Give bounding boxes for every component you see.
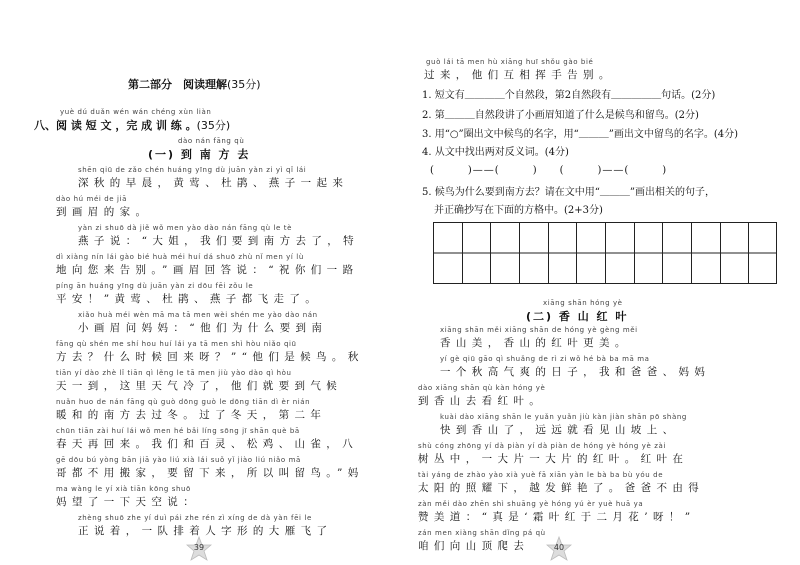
line-pinyin: tiān yí dào zhè lǐ tiān qì lěng le tā men jiù yào dào qì hòu xyxy=(56,369,292,377)
line-text: 树丛中，一大片一大片的红叶。红叶在 xyxy=(418,453,689,465)
line-pinyin: yí gè qiū gāo qì shuǎng de rì zi wǒ hé bà ba mā ma xyxy=(440,355,650,363)
line-pinyin: yàn zi shuō dà jiě wǒ men yào dào nán fāng qù le tè xyxy=(78,224,293,232)
line-text: 小画眉问妈妈：“他们为什么要到南 xyxy=(78,322,328,334)
line-pinyin: nuǎn huo de nán fāng qù guò dōng guò le dōng tiān dì èr nián xyxy=(56,398,311,406)
question-5b: 并正确抄写在下面的方格中。(2+3分) xyxy=(434,205,603,216)
line-text: 方去？什么时候回来呀？”“他们是候鸟。秋 xyxy=(56,351,364,363)
question-1: 1. 短文有＿＿＿＿个自然段，第2自然段有＿＿＿＿＿句话。(2分) xyxy=(422,90,716,101)
line-pinyin: kuài dào xiāng shān le yuǎn yuǎn jiù kàn jiàn shān pō shàng xyxy=(440,413,687,421)
line-text: 哥都不用搬家，要留下来，所以叫留鸟。”妈 xyxy=(56,467,364,479)
right-page xyxy=(400,0,800,565)
line-text: 暖和的南方去过冬。过了冬天，第二年 xyxy=(56,409,327,421)
cont-text: 过来，他们互相挥手告别。 xyxy=(424,69,615,81)
line-pinyin: píng ān huáng yīng dù juān yàn zi dōu fēi zǒu le xyxy=(56,282,254,290)
cont-pinyin: guò lái tā men hù xiāng huī shǒu gào bié xyxy=(426,58,594,66)
line-text: 地向您来告别。”画眉回答说：“祝你们一路 xyxy=(56,264,359,276)
question-4: 4. 从文中找出两对反义词。(4分) xyxy=(422,147,569,158)
question-2: 2. 第＿＿＿自然段讲了小画眉知道了什么是候鸟和留鸟。(2分) xyxy=(422,110,699,121)
line-text: 香山美，香山的红叶更美。 xyxy=(440,337,631,349)
line-pinyin: zàn měi dào zhēn shì shuāng yè hóng yú èr yuè huā ya xyxy=(418,500,644,508)
line-text: 平安！”黄莺、杜鹃、燕子都飞走了。 xyxy=(56,293,322,305)
line-text: 到香山去看红叶。 xyxy=(418,395,546,407)
line-text: 咱们向山顶爬去 xyxy=(418,540,530,552)
line-text: 太阳的照耀下，越发鲜艳了。爸爸不由得 xyxy=(418,482,705,494)
sec8-pinyin: yuè dú duǎn wén wán chéng xùn liàn xyxy=(60,108,212,116)
line-pinyin: zhèng shuō zhe yí duì pái zhe rén zì xíng de dà yàn fēi le xyxy=(78,514,312,522)
line-text: 赞美道：“真是‘霜叶红于二月花’呀！” xyxy=(418,511,696,523)
line-text: 天一到，这里天气冷了，他们就要到气候 xyxy=(56,380,343,392)
line-pinyin: xiāng shān měi xiāng shān de hóng yè gèng měi xyxy=(440,326,638,334)
line-pinyin: ma wàng le yí xià tiān kōng shuō xyxy=(56,485,191,493)
line-pinyin: fāng qù shén me shí hou huí lái ya tā men shì hòu niǎo qiū xyxy=(56,340,297,348)
line-text: 深秋的早晨，黄莺、杜鹃、燕子一起来 xyxy=(78,177,349,189)
story1-pinyin: dào nán fāng qù xyxy=(178,137,245,145)
line-pinyin: shù cóng zhōng yí dà piàn yí dà piàn de hóng yè hóng yè zài xyxy=(418,442,666,450)
line-pinyin: dào xiāng shān qù kàn hóng yè xyxy=(418,384,546,392)
question-5: 5. 候鸟为什么要到南方去？请在文中用“＿＿＿”画出相关的句子， xyxy=(422,187,715,198)
page-number: 40 xyxy=(553,543,565,552)
line-text: 妈望了一下天空说： xyxy=(56,496,200,508)
line-pinyin: dào hú méi de jiā xyxy=(56,195,127,203)
line-text: 燕子说：“大姐，我们要到南方去了，特 xyxy=(78,235,360,247)
line-text: 到画眉的家。 xyxy=(56,206,152,218)
story1-title: (一) 到 南 方 去 xyxy=(148,148,251,161)
line-pinyin: shēn qiū de zǎo chén huáng yīng dù juān yàn zi yì qǐ lái xyxy=(78,166,307,174)
line-pinyin: chūn tiān zài huí lái wǒ men hé bǎi líng sōng jī shān què bā xyxy=(56,427,300,435)
line-pinyin: tài yáng de zhào yào xià yuè fā xiān yàn le bà ba bù yóu de xyxy=(418,471,664,479)
question-4-blanks: ( )——( ) ( )——( ) xyxy=(430,165,668,176)
line-text: 春天再回来。我们和百灵、松鸡、山雀，八 xyxy=(56,438,359,450)
section-8-title: 八、阅 读 短 文 ，完 成 训 练 。(35分) xyxy=(34,119,231,132)
line-pinyin: dì xiàng nín lái gào bié huà méi huí dá shuō zhù nǐ men yí lù xyxy=(56,253,304,261)
part-title: 第二部分 阅读理解(35分) xyxy=(128,78,261,91)
question-3: 3. 用“○”圈出文中候鸟的名字，用“＿＿＿”画出文中留鸟的名字。(4分) xyxy=(422,129,739,140)
line-text: 快到香山了，远远就看见山坡上、 xyxy=(440,424,679,436)
story2-pinyin: xiāng shān hóng yè xyxy=(543,299,623,307)
story2-title: (二) 香 山 红 叶 xyxy=(526,310,629,323)
line-pinyin: xiǎo huà méi wèn mā ma tā men wèi shén me yào dào nán xyxy=(78,311,318,319)
line-text: 一个秋高气爽的日子，我和爸爸、妈妈 xyxy=(440,366,711,378)
page-number: 39 xyxy=(193,543,205,552)
line-text: 正说着，一队排着人字形的大雁飞了 xyxy=(78,525,333,537)
line-pinyin: gē dōu bú yòng bān jiā yào liú xià lái suǒ yǐ jiào liú niǎo mā xyxy=(56,456,301,464)
line-pinyin: zán men xiàng shān dǐng pá qù xyxy=(418,529,546,537)
writing-grid[interactable] xyxy=(433,222,777,284)
